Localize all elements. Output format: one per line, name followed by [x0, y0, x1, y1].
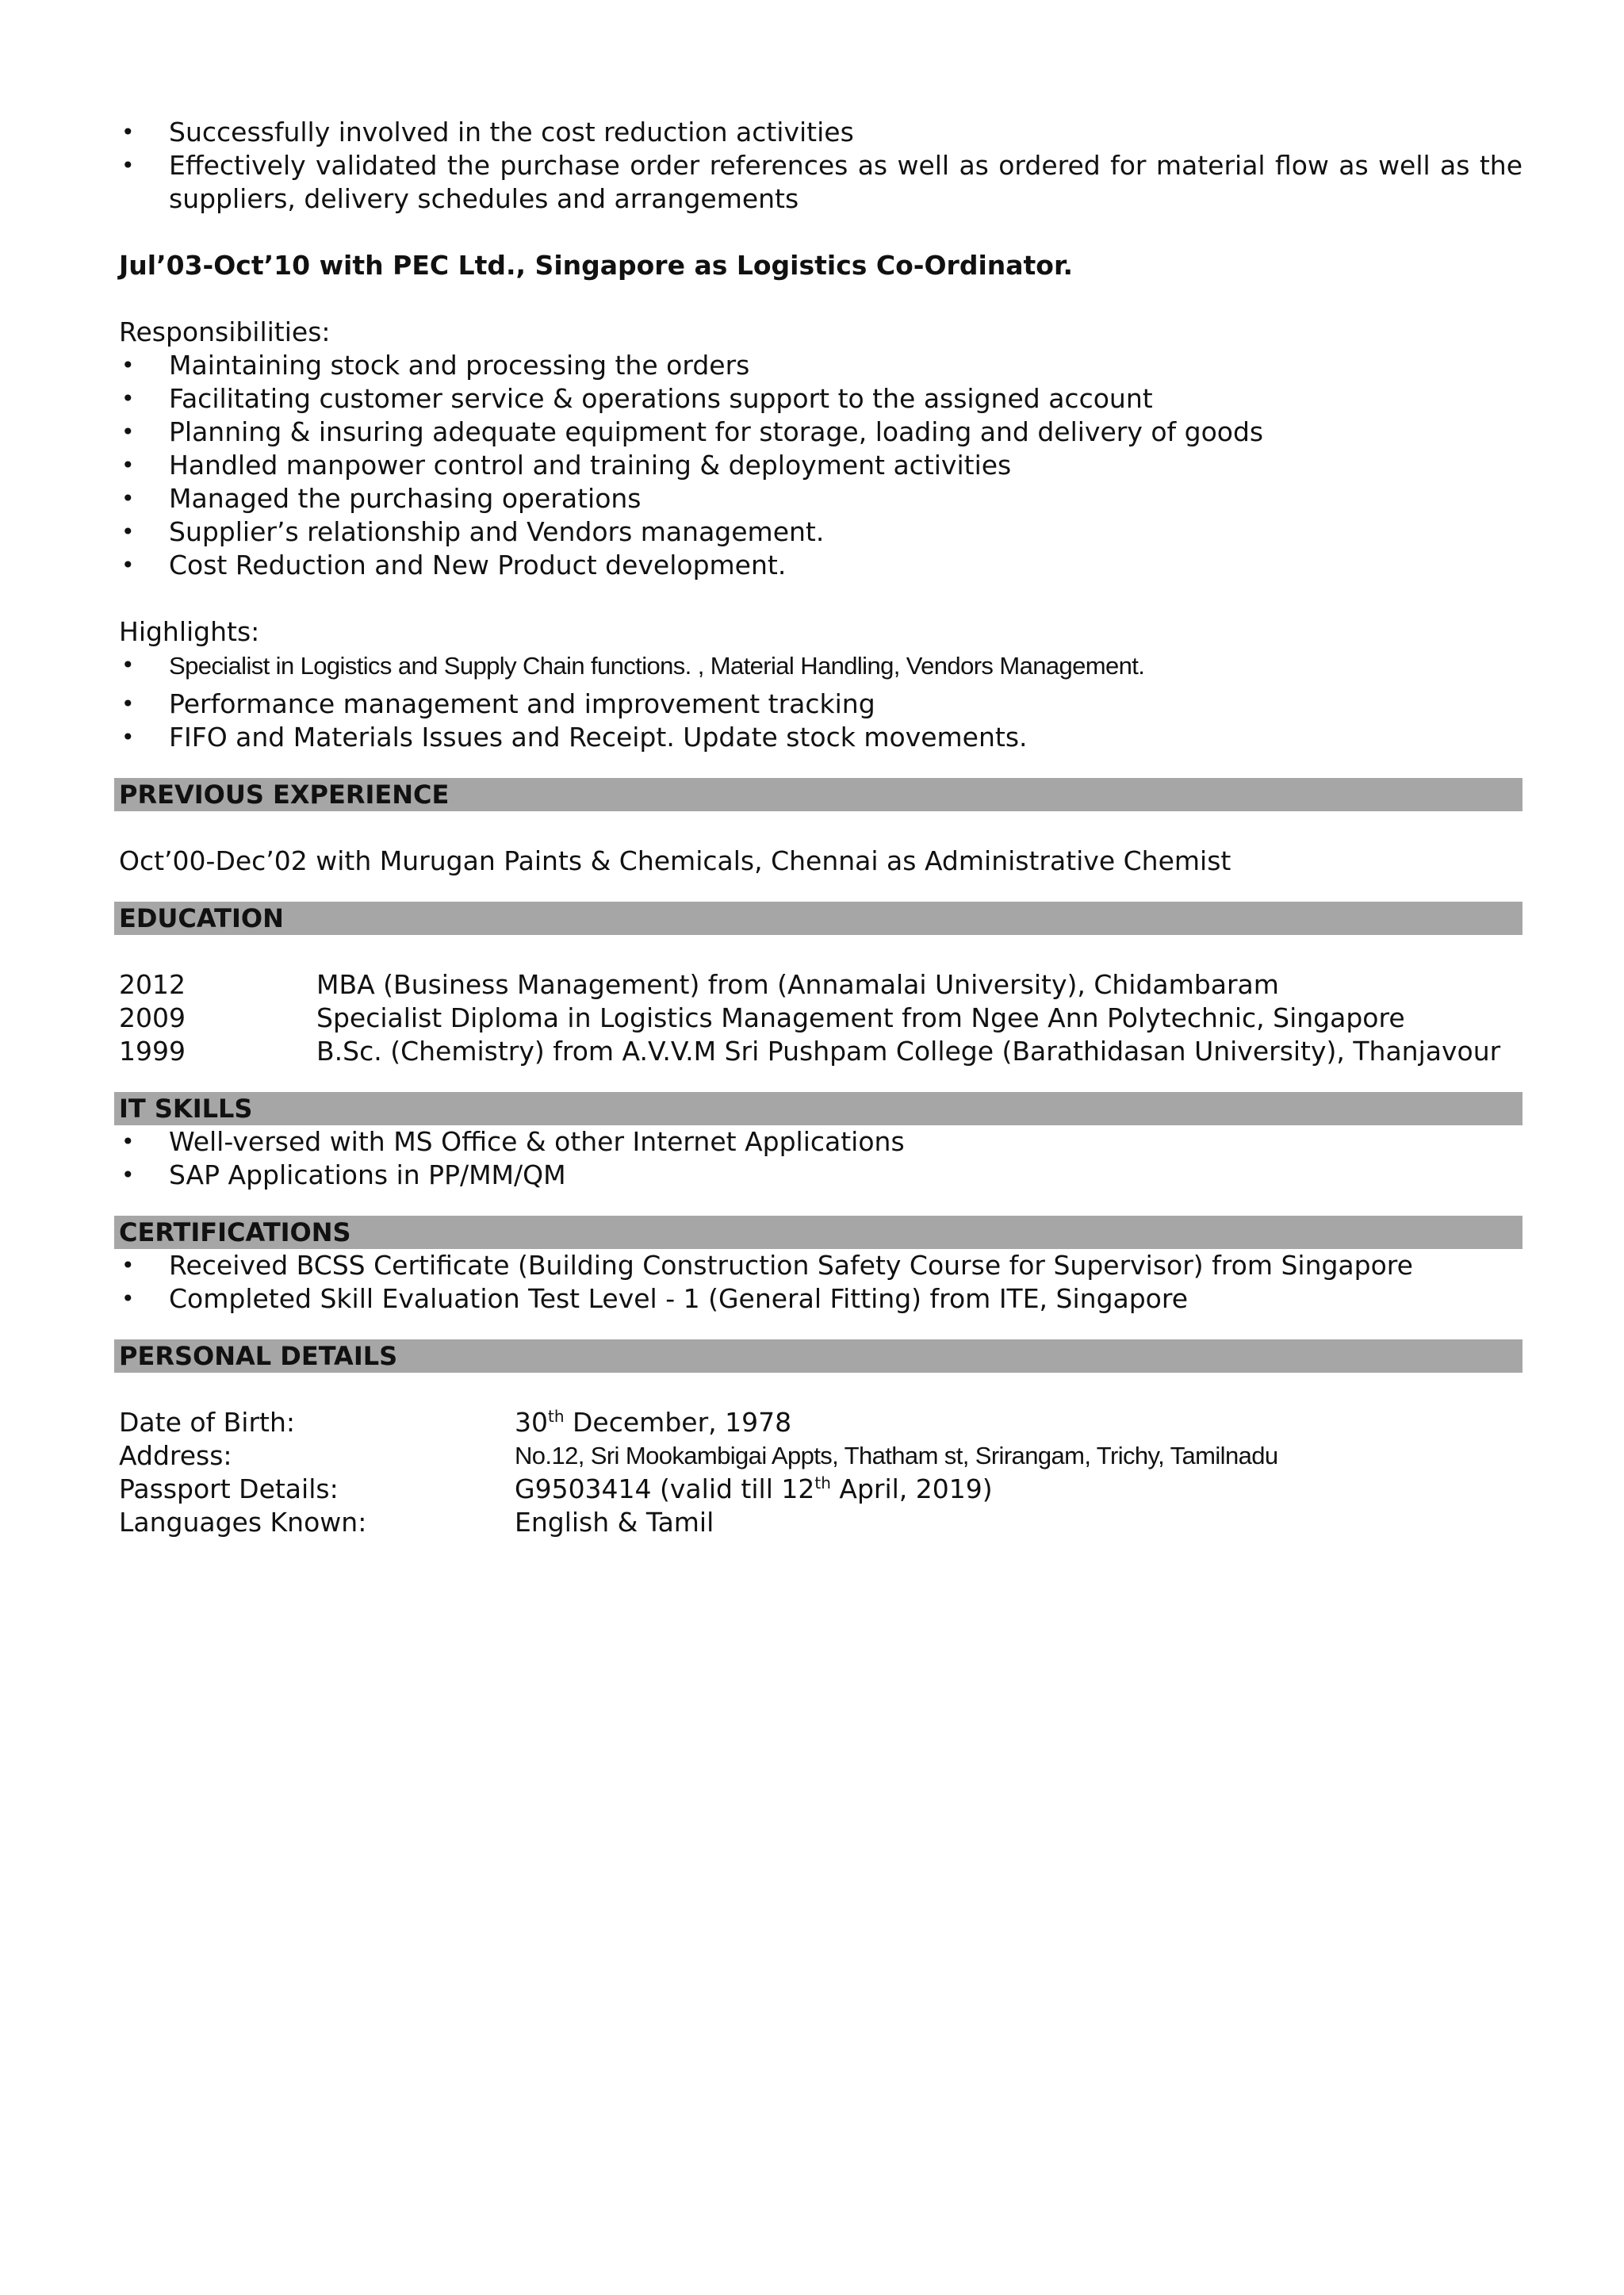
passport-suffix: th [814, 1473, 831, 1492]
list-item [119, 688, 1522, 721]
bullet-icon: • [121, 352, 135, 378]
list-item-text: Successfully involved in the cost reduction activities [169, 117, 854, 148]
section-header-previous-experience: PREVIOUS EXPERIENCE [114, 778, 1522, 811]
dob-value [515, 1406, 1522, 1439]
list-item-text: Well-versed with MS Office & other Internet Applications [169, 1126, 905, 1157]
list-item-text: Specialist in Logistics and Supply Chain functions. , Material Handling, Vendors Management. [169, 652, 1145, 680]
dob-label: Date of Birth: [119, 1407, 296, 1438]
list-item [119, 515, 1522, 549]
job-title: Jul’03-Oct’10 with PEC Ltd., Singapore as Logistics Co-Ordinator. [119, 250, 1074, 281]
bullet-icon: • [121, 485, 135, 511]
top-bullet-list [119, 116, 1522, 216]
list-item-text: Handled manpower control and training & deployment activities [169, 450, 1012, 481]
address-value: No.12, Sri Mookambigai Appts, Thatham st, Srirangam, Trichy, Tamilnadu [515, 1442, 1278, 1469]
education-year: 1999 [119, 1036, 186, 1067]
list-item [119, 1125, 1522, 1159]
bullet-icon: • [121, 519, 135, 545]
list-item [119, 721, 1522, 754]
personal-detail-row [119, 1473, 1522, 1506]
bullet-icon: • [121, 552, 135, 578]
education-year: 2012 [119, 969, 186, 1000]
education-text: Specialist Diploma in Logistics Management from Ngee Ann Polytechnic, Singapore [316, 1002, 1405, 1033]
list-item-text: Cost Reduction and New Product development. [169, 550, 787, 580]
list-item-text: Planning & insuring adequate equipment for storage, loading and delivery of goods [169, 416, 1264, 447]
personal-detail-row [119, 1506, 1522, 1539]
list-item [119, 549, 1522, 582]
list-item-text: Maintaining stock and processing the orders [169, 350, 750, 381]
education-row [119, 1002, 1522, 1035]
list-item [119, 649, 1522, 683]
personal-detail-row [119, 1439, 1522, 1473]
bullet-icon: • [121, 652, 135, 678]
responsibilities-list [119, 349, 1522, 582]
passport-post: April, 2019) [830, 1473, 993, 1504]
section-header-education: EDUCATION [114, 902, 1522, 935]
education-text: MBA (Business Management) from (Annamalai University), Chidambaram [316, 969, 1279, 1000]
list-item [119, 449, 1522, 482]
resume-content [119, 116, 1522, 1539]
list-item-text: Facilitating customer service & operations support to the assigned account [169, 383, 1153, 414]
highlights-heading: Highlights: [119, 616, 260, 647]
dob-rest: December, 1978 [564, 1407, 792, 1438]
responsibilities-heading: Responsibilities: [119, 316, 331, 347]
list-item-text: SAP Applications in PP/MM/QM [169, 1159, 566, 1190]
passport-value [515, 1473, 1522, 1506]
section-header-it-skills: IT SKILLS [114, 1092, 1522, 1125]
bullet-icon: • [121, 419, 135, 445]
list-item-text: Completed Skill Evaluation Test Level - 1 (General Fitting) from ITE, Singapore [169, 1283, 1189, 1314]
education-row [119, 1035, 1522, 1068]
bullet-icon: • [121, 724, 135, 750]
education-table [119, 968, 1522, 1068]
bullet-icon: • [121, 1252, 135, 1278]
list-item [119, 416, 1522, 449]
list-item [119, 1159, 1522, 1192]
languages-label: Languages Known: [119, 1507, 367, 1538]
it-skills-list [119, 1125, 1522, 1192]
list-item [119, 1282, 1522, 1316]
previous-experience-text: Oct’00-Dec’02 with Murugan Paints & Chemicals, Chennai as Administrative Chemist [119, 845, 1231, 876]
certifications-list [119, 1249, 1522, 1316]
education-text: B.Sc. (Chemistry) from A.V.V.M Sri Pushpam College (Barathidasan University), Thanjavour [316, 1036, 1501, 1067]
dob-suffix: th [548, 1407, 565, 1426]
bullet-icon: • [121, 452, 135, 478]
list-item-text: Received BCSS Certificate (Building Construction Safety Course for Supervisor) from Singapore [169, 1250, 1413, 1281]
list-item [119, 349, 1522, 382]
bullet-icon: • [121, 385, 135, 412]
list-item [119, 116, 1522, 149]
dob-day: 30 [515, 1407, 548, 1438]
list-item [119, 482, 1522, 515]
list-item-text: Performance management and improvement tracking [169, 688, 875, 719]
address-label: Address: [119, 1440, 232, 1471]
list-item [119, 149, 1522, 216]
passport-pre: G9503414 (valid till 12 [515, 1473, 815, 1504]
bullet-icon: • [121, 1285, 135, 1312]
bullet-icon: • [121, 152, 135, 178]
list-item-text: FIFO and Materials Issues and Receipt. Update stock movements. [169, 722, 1028, 753]
list-item [119, 1249, 1522, 1282]
list-item [119, 382, 1522, 416]
highlights-list [119, 649, 1522, 754]
education-row [119, 968, 1522, 1002]
bullet-icon: • [121, 1162, 135, 1188]
languages-value: English & Tamil [515, 1507, 714, 1538]
personal-detail-row [119, 1406, 1522, 1439]
bullet-icon: • [121, 691, 135, 717]
passport-label: Passport Details: [119, 1473, 339, 1504]
list-item-text: Effectively validated the purchase order references as well as ordered for material flow as well as the suppliers, delivery schedules and arrangements [169, 150, 1522, 214]
education-year: 2009 [119, 1002, 186, 1033]
bullet-icon: • [121, 1128, 135, 1155]
list-item-text: Managed the purchasing operations [169, 483, 642, 514]
personal-details-table [119, 1406, 1522, 1539]
list-item-text: Supplier’s relationship and Vendors management. [169, 516, 825, 547]
bullet-icon: • [121, 119, 135, 145]
section-header-personal-details: PERSONAL DETAILS [114, 1339, 1522, 1373]
section-header-certifications: CERTIFICATIONS [114, 1216, 1522, 1249]
